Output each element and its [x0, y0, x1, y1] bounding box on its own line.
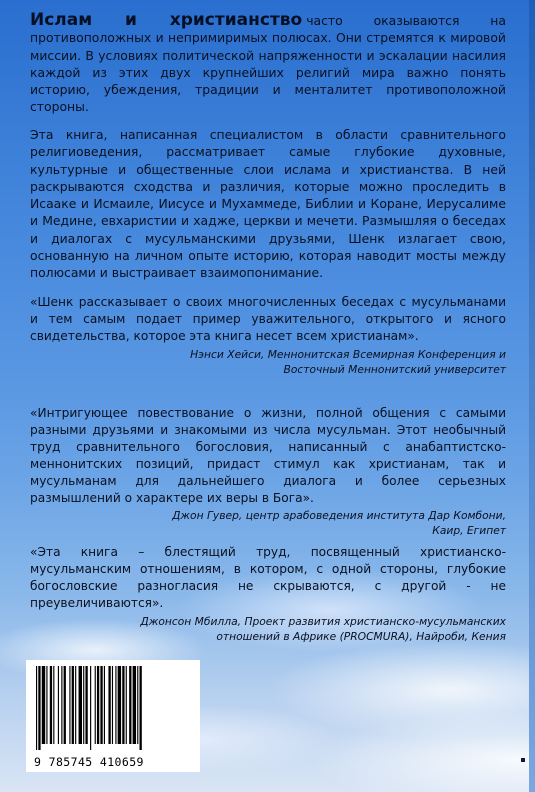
- barcode-bar: [126, 666, 127, 744]
- barcode-bar: [46, 666, 47, 744]
- cover-edge-strip: [529, 0, 535, 792]
- attribution-line: Джон Гувер, центр арабоведения института Дар Комбони,: [172, 509, 506, 523]
- quote-attribution: [30, 614, 506, 644]
- barcode-bar: [50, 666, 52, 744]
- quote-text: «Шенк рассказывает о своих многочисленных беседах с мусульманами и тем самым подает пример уважительного, открытого и ясного свидетельства, которое эта книга несет всем христианам».: [30, 295, 506, 343]
- barcode-bar: [79, 666, 82, 744]
- quote-attribution: [30, 347, 506, 377]
- barcode-bar: [42, 666, 45, 744]
- isbn-number: 9 785745 410659: [34, 755, 144, 769]
- intro-text: часто оказываются на противоположных и непримиримых полюсах. Они стремятся к мировой миссии. В условиях политической напряженности и эскалации насилия каждой из этих двух крупнейших религий мира важно понять историю, убеждения, традиции и менталитет противоположной стороны.: [30, 13, 506, 115]
- barcode-bar: [108, 666, 110, 744]
- book-title-lead: Ислам и христианство: [30, 10, 303, 30]
- print-mark: [521, 758, 525, 762]
- barcode-bar: [122, 666, 124, 744]
- quote-text: «Эта книга – блестящий труд, посвященный христианско-мусульманским отношениям, в котором, с одной стороны, глубокие богословские разногласия не скрываются, с другой - не преувеличиваются».: [30, 545, 506, 610]
- barcode-bar: [100, 666, 102, 744]
- description-paragraph: Эта книга, написанная специалистом в области сравнительного религиоведения, рассматривает самые глубокие духовные, культурные и общественные слои ислама и христианства. В ней раскрываются сходства и различия, которые можно проследить в Исааке и Исмаиле, Иисусе и Мухаммеде, Библии и Коране, Иерусалиме и Медине, евхаристии и хадже, церкви и мечети. Размышляя о беседах и диалогах с мусульманскими друзьями, Шенк излагает свою, основанную на личном опыте историю, которая наводит мосты между полюсами и выстраивает взаимопонимание.: [30, 127, 506, 281]
- intro-paragraph: [30, 12, 506, 116]
- attribution-line: Нэнси Хейси, Меннонитская Всемирная Конференция и: [190, 347, 506, 361]
- barcode-bar: [118, 666, 121, 744]
- barcode-bar: [61, 666, 62, 744]
- barcode-bar: [58, 666, 59, 744]
- barcode-bar: [90, 666, 91, 750]
- barcode-bar: [85, 666, 87, 744]
- barcode-bar: [64, 666, 66, 744]
- barcode-bar: [69, 666, 70, 744]
- barcode-bar: [95, 666, 96, 744]
- quote-1: [30, 294, 506, 377]
- quote-attribution: [30, 508, 506, 538]
- barcode-bar: [36, 666, 37, 750]
- barcode-bar: [137, 666, 138, 744]
- barcode-bar: [97, 666, 99, 744]
- quote-text: «Интригующее повествование о жизни, полной общения с самыми разными друзьями и знакомыми из числа мусульман. Этот необычный труд сравнительного богословия, написанный с анабаптистско-меннонитских позиций, придаст стимул как христианам, так и мусульманам для дальнейшего диалога и более серьезных размышлений о характере их веры в Бога».: [30, 406, 506, 505]
- barcode-bar: [38, 666, 40, 750]
- barcode-bar: [115, 666, 116, 744]
- barcode-bar: [75, 666, 76, 744]
- barcode-bar: [104, 666, 105, 744]
- barcode-bar: [133, 666, 136, 744]
- barcode-bars-icon: [34, 666, 192, 750]
- barcode-bar: [140, 666, 142, 750]
- barcode-bar: [129, 666, 131, 744]
- attribution-line: Каир, Египет: [432, 524, 506, 538]
- attribution-line: Восточный Меннонитский университет: [283, 362, 506, 376]
- attribution-line: отношений в Африке (PROCMURA), Найроби, Кения: [216, 629, 506, 643]
- quote-3: [30, 544, 506, 644]
- barcode-bar: [112, 666, 113, 744]
- quote-2: [30, 405, 506, 538]
- attribution-line: Джонсон Мбилла, Проект развития христианско-мусульманских: [140, 614, 506, 628]
- barcode-bar: [53, 666, 54, 744]
- barcode-bar: [72, 666, 74, 744]
- barcode: [26, 660, 200, 772]
- barcode-bar: [83, 666, 84, 744]
